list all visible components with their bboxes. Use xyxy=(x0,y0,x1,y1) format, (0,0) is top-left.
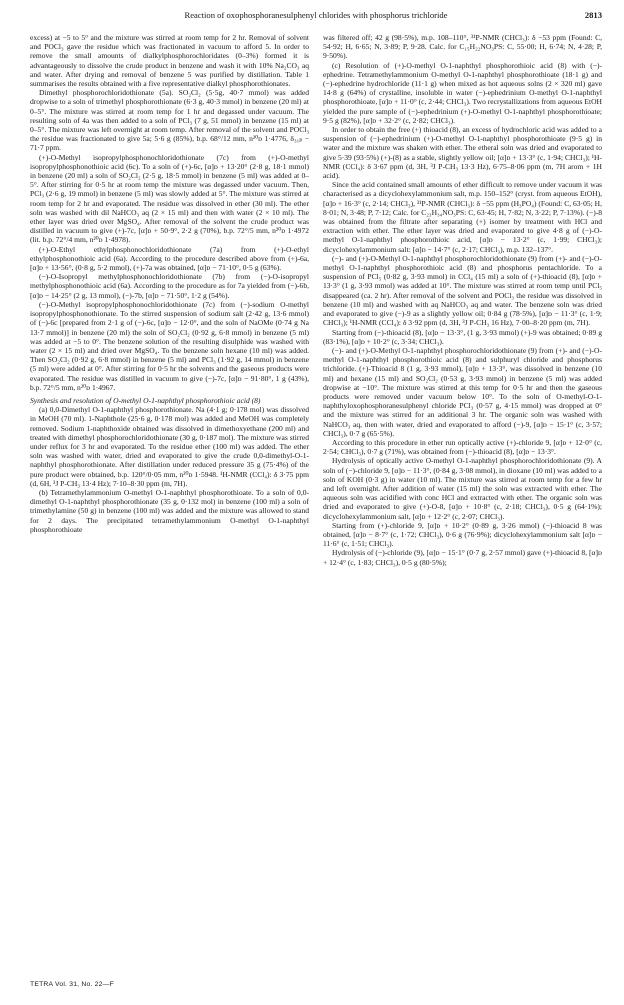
paragraph: Starting from (−)-thioacid (8), [α]ᴅ − 13·3°, (1 g, 3·93 mmol) (+)-9 was obtained; 0·89 g (83·1%), [α]ᴅ + 10·2° (c, 3·34; CHCl₃). xyxy=(323,327,602,346)
paragraph: was filtered off; 42 g (98·5%), m.p. 108–110°, ³¹P-NMR (CHCl₃): δ −53 ppm (Found: C, 54·92; H, 6·65; N, 3·89; P, 9·28. Calc. for C₁₅H₂₂NO₃PS: C, 55·00; H, 6·74; N, 4·28; P, 9·50%). xyxy=(323,33,602,61)
journal-footer: TETRA Vol. 31, No. 22—F xyxy=(30,981,114,988)
paragraph: (a) 0,0-Dimethyl O-1-naphthyl phosphorothionate. Na (4·1 g; 0·178 mol) was dissolved in MeOH (70 ml). 1-Naphthole (25·6 g, 0·178 mol) was added and MeOH was completely removed. Sodium 1-naphthoxide obtained was dissolved in dimethoxyethane (200 ml) and treated with dimethyl phosphorochloridothionate (30 g, 0·187 mol). The mixture was stirred under reflux for 3 hr and evaporated. To the residue ether (100 ml) was added. The ether soln was washed with water, dried and evaporated to give the crude 0,0-dimethyl-O-1-naphthyl phosphorothionate. After distillation under reduced pressure 35 g (75·4%) of the pure product were obtained, b.p. 120°/0·05 mm, n²⁰ᴅ 1·5948. ¹H-NMR (CCl₄): δ 3·75 ppm (d, 6H, ³J P-CH₃ 13·4 Hz); 7·10–8·30 ppm (m, 7H). xyxy=(30,405,309,488)
paragraph: (−)- and (+)-O-Methyl O-1-naphthyl phosphorochloridothionate (9) from (+)- and (−)-O-methyl O-1-naphthyl phosphorothioic acid (8) and phosphorus pentachloride. To a suspension of PCl₅ (0·82 g, 3·93 mmol) in CCl₄ (15 ml) a soln of (+)-thioacid (8), [α]ᴅ + 13·3° (1 g, 3·93 mmol) was added at 10°. The mixture was stirred at room temp until PCl₅ disappeared (ca. 2 hr). After removal of the solvent and POCl₃ the residue was dissolved in benzene (10 ml) and washed with aq NaHCO₃ aq and water. The benzene soln was dried and evaporated to give (−)-9 as a slightly yellow oil; 0·84 g (78·5%), [α]ᴅ − 11·3° (c, 1·9; CHCl₃); ¹H-NMR (CCl₄): δ 3·92 ppm (d, 3H, ³J P-CH₃ 16 Hz), 7·00–8·20 ppm (m, 7H). xyxy=(323,253,602,328)
section-heading: Synthesis and resolution of O-methyl O-1-naphthyl phosphorothioic acid (8) xyxy=(30,395,261,405)
paragraph: Since the acid contained small amounts of ether difficult to remove under vacuum it was characterised as a dicyclohexylammonium salt, m.p. 150–152° (cryst. from aqueous EtOH), [α]ᴅ + 16·3° (c, 2·14; CHCl₃), ³¹P-NMR (CHCl₃): δ −55 ppm (H₃PO₄) (Found: C, 63·05; H, 8·01; N, 3·48; P, 7·12; Calc. for C₂₃H₃₄NO₃PS: C, 63·45; H, 7·82; N, 3·22; P, 7·13%). (−)-8 was obtained from the filtrate after separating (+) isomer by treatment with HCl and extraction with ether. The ether layer was dried and evaporated to give 4·8 g of (−)-O-methyl O-1-naphthyl phosphorothioic acid, [α]ᴅ − 13·2° (c, 1·99; CHCl₃); dicyclohexylammonium salt: [α]ᴅ − 14·7° (c, 2·17; CHCl₃), m.p. 132–137°. xyxy=(323,180,602,254)
paragraph: Hydrolysis of (−)-chloride (9), [α]ᴅ − 15·1° (0·7 g, 2·57 mmol) gave (+)-thioacid 8, [α]ᴅ + 12·4° (c, 1·83; CHCl₃), 0·5 g (80·5%); xyxy=(323,548,602,567)
paragraph: (−)- and (+)-O-Methyl O-1-naphthyl phosphorochloridothionate (9) from (+)- and (−)-O-methyl O-1-naphthyl phosphorothioic acid (8) and sulphuryl chloride and phosphorus trichloride. (+)-Thioacid 8 (1 g, 3·93 mmol), [α]ᴅ + 13·3°, was dissolved in benzene (10 ml) and hexane (15 ml) and SO₂Cl₂ (0·53 g, 3·93 mmol) in benzene (5 ml) was added dropwise at −10°. The mixture was stirred at this temp for 0·5 hr and then the gaseous products were removed under vacuum below 10°. To the soln of O-methyl-O-1-naphthyloxophosphoranesulphenyl chloride PCl₃ (0·57 g, 4·15 mmol) was dropped at 0° and the mixture was stirred for an additional 3 hr. The organic soln was washed with NaHCO₃ aq, then with water, dried and evaporated to afford (−)-9, [α]ᴅ − 15·1° (c, 3·57; CHCl₃), 0·7 g (65·5%). xyxy=(323,345,602,438)
paragraph: (+)-O-Methyl isopropylphosphonochloridothionate (7c) from (+)-O-methyl isopropylphosphonothioic acid (6c). To a soln of (+)-6c, [α]ᴅ + 13·20° (2·8 g, 18·1 mmol) in benzene (20 ml) a soln of SO₂Cl₂ (2·5 g, 18·5 mmol) in benzene (5 ml) was added at 0–5°. After stirring for 0·5 hr at room temp the mixture was degassed under vacuum. Then, PCl₃ (2·6 g, 19 mmol) in benzene (5 ml) was slowly added at 5°. The mixture was stirred at room temp for 2 hr and evaporated. The residue was dissolved in ether (30 ml). The ether soln was washed with dil NaHCO₃ aq (2 × 15 ml) and then with water (2 × 10 ml). The ether layer was dried over MgSO₄. After removal of the solvent the crude product was distilled in vacuum to give (+)-7c, [α]ᴅ + 50·9°, 2·2 g (70%), b.p. 72°/5 mm, n²⁰ᴅ 1·4972 (lit. b.p. 72°/4 mm, n²⁰ᴅ 1·4978). xyxy=(30,152,309,245)
paragraph: (b) Tetramethylammonium O-methyl O-1-naphthyl phosphorothioate. To a soln of 0,0-dimethyl O-1-naphthyl phosphorothionate (35 g, 0·132 mol) in benzene (100 ml) a soln of trimethylamine (50 g) in benzene (100 ml) was added and the mixture was allowed to stand for 2 days. The precipitated tetramethylammonium O-methyl O-1-naphthyl phosphorothioate xyxy=(30,487,309,534)
paragraph: Dimethyl phosphorochloridothionate (5a). SO₂Cl₂ (5·5g, 40·7 mmol) was added dropwise to a soln of trimethyl phosphorothionate (6·3 g, 40·3 mmol) in benzene (20 ml) at 0–5°. The mixture was stirred at room temp for 1 hr and degassed under vacuum. The resulting soln of 4a was then added to a soln of PCl₃ (7 g, 51 mmol) in benzene (15 ml) at 0–5°. The mixture was left overnight at room temp. After removal of the solvent and POCl₃ the residue was fractionated to give 5a; 5·6 g (85%), b.p. 68°/12 mm, n²⁰ᴅ 1·4776, δ₃₁ₚ − 71·7 ppm. xyxy=(30,88,309,153)
running-header xyxy=(30,10,602,24)
paragraph: (−)-O-Methyl isopropylphosphonochloridothionate (7c) from (−)-sodium O-methyl isopropylphosphonothionate. To the stirred suspension of sodium salt (2·42 g, 13·6 mmol) of (−)-6c [prepared from 2·1 g of (−)-6c, [α]ᴅ − 12·0°, and the soln of NaOMe (0·74 g Na 13·7 mmol)] in benzene (20 ml) the soln of SO₂Cl₂ (0·92 g, 6·8 mmol) in benzene (5 ml) was added at −5 to 0°. The benzene solution of the resulting disulphide was washed with water (2 × 15 ml) and dried over MgSO₄. To the benzene soln hexane (10 ml) was added. Then SO₂Cl₂ (0·92 g, 6·8 mmol) in benzene (5 ml) and PCl₃ (1·92 g, 14 mmol) in benzene (5 ml) were added at 0°. After stirring for 0·5 hr the solvents and the gaseous products were evaporated. The residue was distilled in vacuum to give (−)-7c, [α]ᴅ − 91·80°, 1 g (43%), b.p. 72°/5 mm, n²⁰ᴅ 1·4967. xyxy=(30,299,309,392)
paragraph: According to this procedure in ether run optically active (+)-chloride 9, [α]ᴅ + 12·0° (c, 2·54; CHCl₃), 0·7 g (71%), was obtained from (−)-thioacid (8), [α]ᴅ − 13·3°. xyxy=(323,437,602,457)
page-number: 2813 xyxy=(584,10,602,20)
running-title: Reaction of oxophosphoranesulphenyl chlorides with phosphorus trichloride xyxy=(184,10,448,20)
paragraph: excess) at −5 to 5° and the mixture was stirred at room temp for 2 hr. Removal of solvent and POCl₃ gave the residue which was fractionated in vacuum to afford 5. In order to remove the small amounts of dialkylphosphorochloridates (0–3%) formed it is advantageously to dissolve the crude product in benzene and wash it with 10% Na₂CO₃ aq and water. After drying and removal of benzene 5 was purified by distillation. Table 1 summarises the results obtained with a five representative dialkyl phosphorothionates. xyxy=(30,33,309,89)
paragraph: (+)-O-Ethyl ethylphosphonochloridothionate (7a) from (+)-O-ethyl ethylphosphonothioic acid (6a). According to the procedure described above from (+)-6a, [α]ᴅ + 13·56°, (0·8 g, 5·2 mmol), (+)-7a was obtained, [α]ᴅ − 71·10°, 0·5 g (63%). xyxy=(30,244,309,273)
paragraph: (c) Resolution of (+)-O-methyl O-1-naphthyl phosphorothioic acid (8) with (−)-ephedrine. Tetramethylammonium O-methyl O-1-naphthyl phosphorothioate (18·1 g) and (−)-ephedrine hydrochloride (11·1 g) when mixed as hot aqueous solns (2 × 320 ml) gave 14·8 g (64%) of crystalline, insoluble in water (−)-ephedrinium O-methyl O-1-naphthyl phosphorothioate, [α]ᴅ + 11·0° (c, 2·44; CHCl₃). Two recrystallizations from aqueous EtOH yielded the pure sample of (−)-ephedrinium (+)-O-methyl O-1-naphthyl phosphorothioate; 9·5 g (82%), [α]ᴅ + 32·2° (c, 2·82; CHCl₃). xyxy=(323,60,602,125)
left-column xyxy=(30,33,309,968)
paragraph: In order to obtain the free (+) thioacid (8), an excess of hydrochloric acid was added to a suspension of (−)-ephedrinium (+)-O-methyl O-1-naphthyl phosphorothioate (9·5 g) in water and the mixture was shaken with ether. The etheral soln was dried and evaporated to give 5·39 (93·5%) (+)-(8) as a stable, slightly yellow oil; [α]ᴅ + 13·3° (c, 1·94; CHCl₃); ¹H-NMR (CCl₄): δ 3·67 ppm (d, 3H, ³J P-CH₃ 13·3 Hz), 6·75–8·06 ppm (m, 7H arom + 1H acid). xyxy=(323,125,602,181)
paragraph: Starting from (+)-chloride 9, [α]ᴅ + 10·2° (0·89 g, 3·26 mmol) (−)-thioacid 8 was obtained, [α]ᴅ − 8·7° (c, 1·72; CHCl₃), 0·6 g (76·9%); dicyclohexylammonium salt [α]ᴅ − 11·6° (c, 1·51; CHCl₃). xyxy=(323,520,602,549)
right-column xyxy=(323,33,602,968)
body-columns xyxy=(30,33,602,968)
paragraph: Hydrolysis of optically active O-methyl O-1-naphthyl phosphorochloridothionate (9). A soln of (−)-chloride 9, [α]ᴅ − 11·3°, (0·84 g, 3·08 mmol), in dioxane (10 ml) was added to a soln of KOH (0·3 g) in water (10 ml). The mixture was stirred at room temp for a few hr and left overnight. After addition of water (15 ml) the soln was extracted with ether. The aqueous soln was acidified with conc HCl and extracted with ether. The organic soln was dried and evaporated to give (+)-O-8, [α]ᴅ + 10·8° (c, 2·18; CHCl₃), 0·5 g (64·1%); dicyclohexylammonium salt, [α]ᴅ + 12·2° (c, 2·07; CHCl₃). xyxy=(323,456,602,521)
paragraph: (−)-O-Isopropyl methylphosphonochloridothionate (7b) from (−)-O-isopropyl methylphosphonothioic acid (6a). According to the procedure as for 7a yielded from (−)-6b, [α]ᴅ − 14·25° (2 g, 13 mmol), (−)-7b, [α]ᴅ − 71·50°, 1·2 g (54%). xyxy=(30,272,309,300)
